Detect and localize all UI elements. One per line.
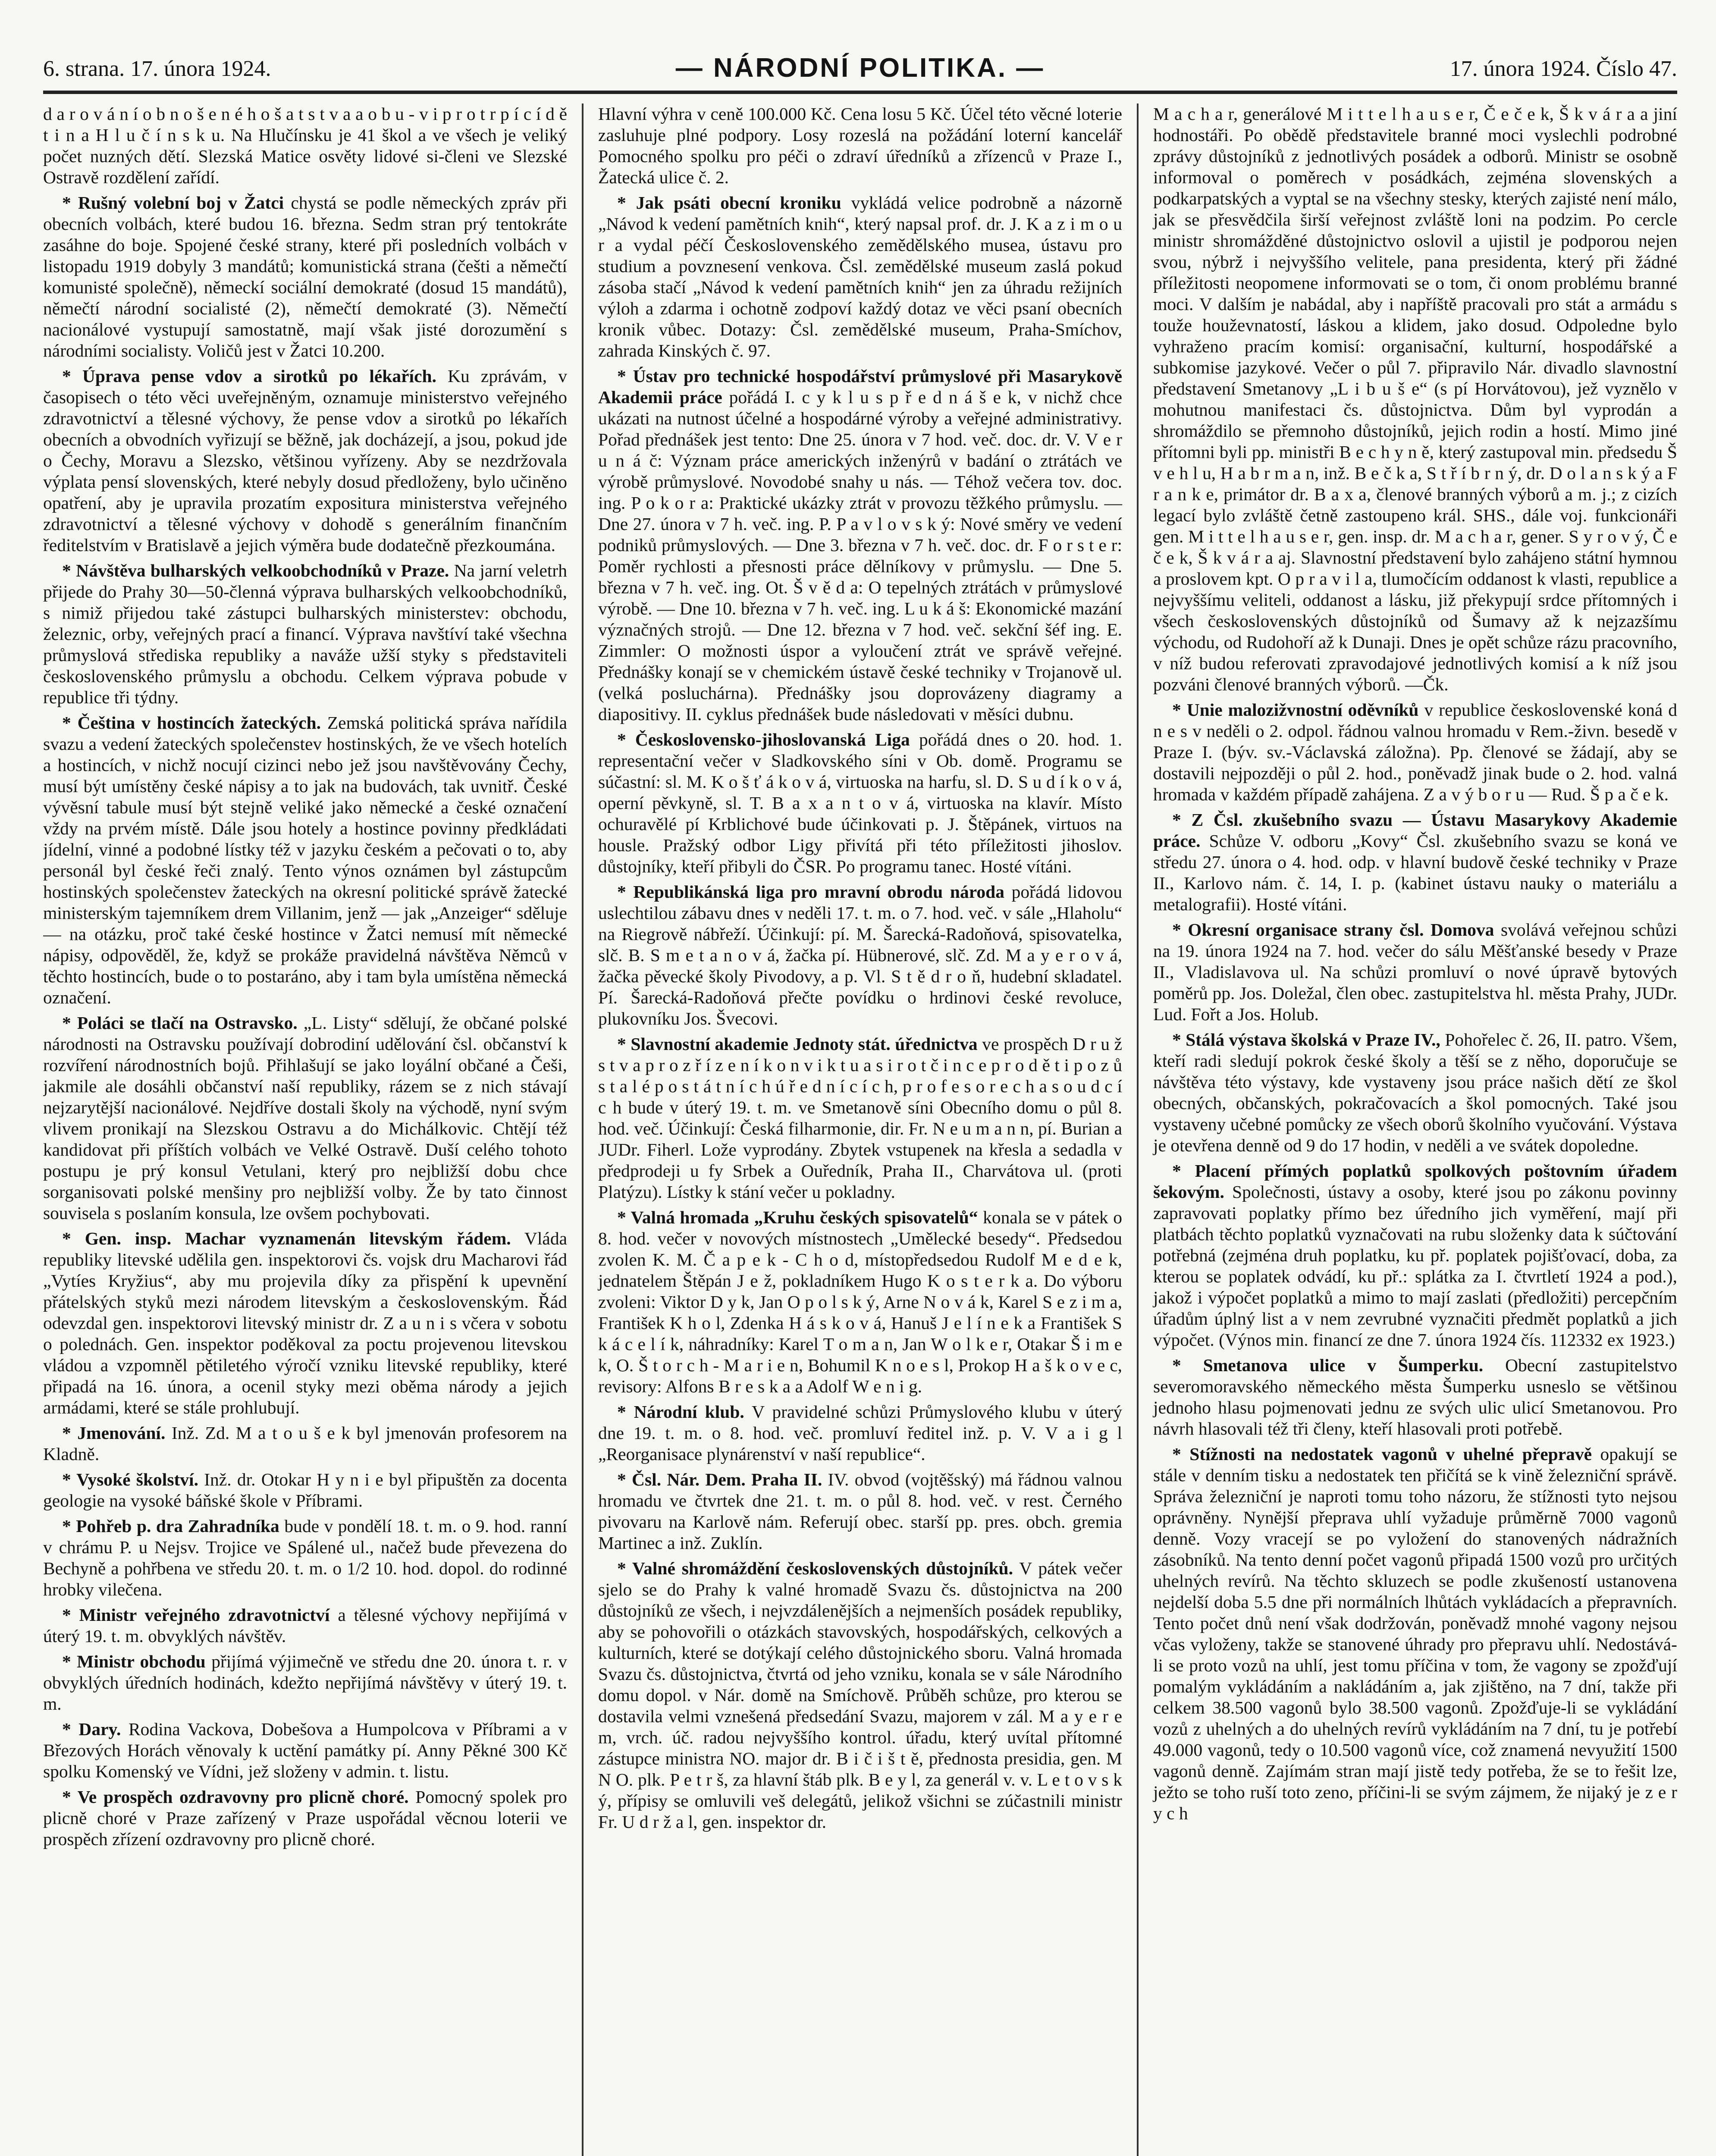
article-paragraph: [598, 366, 1122, 725]
article-paragraph: [43, 1423, 567, 1465]
article-paragraph: [43, 1786, 567, 1850]
article-paragraph: [598, 1034, 1122, 1203]
article-body: pořádá lidovou uslechtilou zábavu dnes v neděli 17. t. m. o 7. hod. več. v sále „Hlaholu“ na Riegrově nábřeží. Účinkují: pí. M. Šarecká-Radoňová, spisovatelka, slč. B. S m e t a n o v á, žačka pí. Hübnerové, slč. Zd. M a y e r o v á, žačka pěvecké školy Pivodovy, a p. Vl. S t ě d r o ň, hudební skladatel. Pí. Šarecká-Radoňová přečte povídku o hrdinovi české revoluce, plukovníku Jos. Švecovi.: [598, 882, 1123, 1028]
article-body: svolává veřejnou schůzi na 19. února 1924 na 7. hod. večer do sálu Měšťanské besedy v Praze II., Vladislavova ul. Na schůzi promluví o nové úpravě bytových poměrů pp. Jos. Doležal, člen obec. zastupitelstva hl. města Prahy, JUDr. Lud. Fořt a Jos. Holub.: [1153, 920, 1677, 1024]
article-heading: * Národní klub.: [617, 1402, 744, 1422]
article-body: Schůze V. odboru „Kovy“ Čsl. zkušebního svazu se koná ve středu 27. února o 4. hod. odp. v hlavní budově české techniky v Praze II., Karlovo nám. č. 14, I. p. (kabinet ústavu nauky o materiálu a metalografii). Hosté vítáni.: [1153, 831, 1677, 914]
article-paragraph: [43, 366, 567, 556]
article-paragraph: [1153, 1355, 1677, 1439]
article-paragraph: [43, 1228, 567, 1418]
article-heading: * Stálá výstava školská v Praze IV.,: [1172, 1030, 1440, 1050]
article-body: a tělesné výchovy nepřijímá v úterý 19. t. m. obvyklých návštěv.: [43, 1605, 568, 1646]
article-heading: * Rušný volební boj v Žatci: [62, 193, 284, 213]
article-paragraph: [598, 1558, 1122, 1833]
article-heading: * Vysoké školství.: [62, 1470, 198, 1489]
article-heading: * Ministr veřejného zdravotnictví: [62, 1605, 330, 1625]
article-body: Ku zprávám, v časopisech o této věci uveřejněným, oznamuje ministerstvo veřejného zdravotnictví a tělesné výchovy, že pense vdov a sirotků po lékařích obecních a obvodních vyřizují se běžně, jak docházejí, a jsou, pokud jde o Čechy, Moravu a Slezsko, většinou vyřízeny. Aby se nezdržovala výplata pensí slovenských, které nebyly dosud předloženy, bylo učiněno opatření, aby je upravila prozatím expositura ministerstva veřejného zdravotnictví a tělesné výchovy v dohodě s generálním finančním ředitelstvím v Bratislavě a jejich výměra bude dodatečně přezkoumána.: [43, 366, 567, 555]
article-heading: * Pohřeb p. dra Zahradníka: [62, 1516, 279, 1536]
article-paragraph: [598, 1401, 1122, 1465]
issue-date-number: 17. února 1924. Číslo 47.: [1449, 56, 1677, 81]
article-heading: * Jak psáti obecní kroniku: [617, 193, 841, 213]
article-heading: * Okresní organisace strany čsl. Domova: [1172, 920, 1494, 940]
article-heading: * Ministr obchodu: [62, 1651, 206, 1671]
article-heading: * Unie malozižvnostní oděvníků: [1172, 700, 1419, 720]
article-paragraph: [1153, 103, 1677, 695]
article-paragraph: [43, 1651, 567, 1714]
column-2: [584, 103, 1139, 2156]
article-body: Rodina Vackova, Dobešova a Humpolcova v Příbrami a v Březových Horách věnovaly k uctění památky pí. Anny Pěkné 300 Kč spolku Komenský ve Vídni, jež složeny v admin. t. listu.: [43, 1719, 567, 1781]
article-heading: * Placení přímých poplatků spolkových poštovním úřadem šekovým.: [1153, 1161, 1677, 1202]
article-body: chystá se podle německých zpráv při obecních volbách, které budou 16. března. Sedm stran prý tentokráte zasáhne do boje. Spojené české strany, které při posledních volbách v listopadu 1919 dobyly 3 mandátů; komunistická strana (češti a němečtí komunisté společně), německí sociální demokraté (dosud 15 mandátů), němečtí národní socialisté (2), němečtí demokraté (3). Němečtí nacionálové vystupují samostatně, mají však jisté dorozumění s národními socialisty. Voličů jest v Žatci 10.200.: [43, 193, 567, 360]
page-number-date: 6. strana. 17. února 1924.: [43, 56, 271, 81]
article-paragraph: [598, 1469, 1122, 1554]
article-body: Hlavní výhra v ceně 100.000 Kč. Cena losu 5 Kč. Účel této věcné loterie zasluhuje plné podpory. Losy rozeslá na požádání loterní kancelář Pomocného spolku pro péči o zdraví úředníků a zřízenců v Praze I., Žatecká ulice č. 2.: [598, 104, 1122, 187]
article-paragraph: [43, 192, 567, 361]
newspaper-title: — NÁRODNÍ POLITIKA. —: [675, 53, 1045, 83]
article-heading: * Valné shromáždění československých důstojníků.: [617, 1558, 1013, 1578]
article-heading: * Republikánská liga pro mravní obrodu národa: [617, 882, 1004, 902]
article-paragraph: [43, 1012, 567, 1224]
article-heading: * Z Čsl. zkušebního svazu — Ústavu Masarykovy Akademie práce.: [1153, 810, 1677, 851]
article-paragraph: [598, 729, 1122, 877]
article-paragraph: [1153, 1444, 1677, 1824]
article-paragraph: [43, 1469, 567, 1511]
article-body: V pravidelné schůzi Průmyslového klubu v úterý dne 19. t. m. o 8. hod. več. promluví ředitel inž. p. V. V a i g l „Reorganisace plynárenství v naší republice“.: [598, 1402, 1122, 1464]
article-paragraph: [1153, 809, 1677, 915]
article-columns: [43, 103, 1677, 2156]
article-heading: * Slavnostní akademie Jednoty stát. úřednictva: [617, 1034, 978, 1054]
article-body: M a c h a r, generálové M i t t e l h a u s e r, Č e č e k, Š k v á r a a jiní hodnostáři. Po obědě představitele branné moci vyslechli podrobné zprávy důstojníků z jednotlivých posádek a odborů. Ministr se osobně informoval o poměrech v posádkách, zejména slovenských a podkarpatských a vyptal se na všechny stesky, kterých zajisté není málo, jak se přesvědčila širší veřejnost zvláště loni na podzim. Po cercle ministr shromážděné důstojnictvo oslovil a ujistil je podporou nejen svou, nýbrž i nejvyššího velitele, pana presidenta, který při žádné příležitosti neopomene informovati se o tom, či onom problému branné moci. V dalším je nabádal, aby i napříště pracovali pro stát a armádu s touže houževnatostí, láskou a klidem, jako dosud. Odpoledne bylo vyhraženo pracím komisí: organisační, kulturní, hospodářské a subkomise jazykové. Večer o půl 7. připravilo Nár. divadlo slavnostní představení Smetanovy „L i b u š e“ (s pí Horvátovou), jež vyznělo v mohutnou manifestaci čs. důstojnictva. Dům byl vyprodán a shromáždilo se přemnoho důstojníků, jejich rodin a hostí. Mimo jiné přítomni byli pp. ministři B e c h y n ě, který zastupoval min. předsedu Š v e h l u, H a b r m a n, inž. B e č k a, S t ř í b r n ý, dr. D o l a n s k ý a F r a n k e, primátor dr. B a x a, členové branných výborů a m. j.; z cizích legací bylo zvláště četně zastoupeno král. SHS., dále voj. funkcionáři gen. M i t t e l h a u s e r, gen. insp. dr. M a c h a r, gener. S y r o v ý, Č e č e k, Š k v á r a aj. Slavnostní představení bylo zahájeno státní hymnou a proslovem kpt. O p r a v i l a, tlumočícím oddanost k vlasti, republice a nejvyššímu veliteli, oddanost a lásku, již překypují srdce přítomných i všech československých důstojníků od Šumavy až k nejzazšímu východu, od Rudohoří až k Dunaji. Dnes je opět schůze rázu pracovního, v níž budou referovati zpravodajové jednotlivých komisí a k níž jsou pozváni členové branných výborů. —Čk.: [1153, 104, 1677, 694]
article-body: přijímá výjimečně ve středu dne 20. února t. r. v obvyklých úředních hodinách, kdežto nepřijímá návštěvy v úterý 19. t. m.: [43, 1651, 567, 1714]
article-paragraph: [1153, 919, 1677, 1025]
article-body: konala se v pátek o 8. hod. večer v novových místnostech „Umělecké besedy“. Předsedou zvolen K. M. Č a p e k - C h o d, místopředsedou Rudolf M e d e k, jednatelem Štěpán J e ž, pokladníkem Hugo K o s t e r k a. Do výboru zvoleni: Viktor D y k, Jan O p o l s k ý, Arne N o v á k, Karel S e z i m a, František K h o l, Zdenka H á s k o v á, Hanuš J e l í n e k a František S k á c e l í k, náhradníky: Karel T o m a n, Jan W o l k e r, Otakar Š i m e k, O. Š t o r c h - M a r i e n, Bohumil K n o e s l, Prokop H a š k o v e c, revisory: Alfons B r e s k a a Adolf W e n i g.: [598, 1207, 1122, 1396]
article-body: bude v pondělí 18. t. m. o 9. hod. ranní v chrámu P. u Nejsv. Trojice ve Spálené ul., načež bude převezena do Bechyně a pohřbena ve středu 20. t. m. o 1/2 10. hod. dopol. do rodinné hrobky vilečena.: [43, 1516, 567, 1599]
article-body: Zemská politická správa nařídila svazu a vedení žateckých společenstev hostinských, že ve všech hotelích a hostincích, v nichž nocují cizinci nebo jež jsou navštěvovány Čechy, musí být umístěny české nápisy a to jak na budovách, tak uvnitř. České vývěsní tabule musí být stejně veliké jako německé a české označení vždy na prvém místě. Dále jsou hotely a hostince povinny předkládati jídelní, vinné a podobné lístky též v jazyku českém a pečovati o to, aby personál byl české řeči znalý. Tento výnos oznámen byl zástupcům hostinských společenstev žateckých na okresní politické správě žatecké ministerským tajemníkem drem Villanim, jenž — jak „Anzeiger“ sděluje — na otázku, proč také české hostince v Žatci nemusí mít německé nápisy, odpověděl, že, když se prokáže pravidelná návštěva Němců v těchto hostincích, bude o to postaráno, aby i tam byla umístěna německá označení.: [43, 713, 567, 1007]
article-heading: * Gen. insp. Machar vyznamenán litevským řádem.: [62, 1228, 511, 1248]
article-body: pořádá I. c y k l u s p ř e d n á š e k, v nichž chce ukázati na nutnost účelné a hospodárné výroby a veřejné administrativy. Pořad přednášek jest tento: Dne 25. února v 7 hod. več. doc. dr. V. V e r u n á č: Význam práce amerických inženýrů v badání o ztrátách ve výrobě průmyslové. Novodobé snahy u nás. — Téhož večera tov. doc. ing. P o k o r a: Praktické ukázky ztrát v provozu těžkého průmyslu. — Dne 27. února v 7 h. več. ing. P. P a v l o v s k ý: Nové směry ve vedení podniků průmyslových. — Dne 3. března v 7 h. več. doc. dr. F o r s t e r: Poměr rychlosti a přesnosti práce dělníkovy v průmyslu. — Dne 5. března v 7 h. več. ing. Ot. Š v ě d a: O tepelných ztrátách v průmyslové výrobě. — Dne 10. března v 7 h. več. ing. L u k á š: Ekonomické mazání význačných strojů. — Dne 12. března v 7 hod. več. sekční šéf ing. E. Zimmler: O možnosti úspor a vyloučení ztrát ve správě veřejné. Přednášky konají se v chemickém ústavě české techniky v Trojanově ul. (velká posluchárna). Přednášky jsou doprovázeny diagramy a diapositivy. II. cyklus přednášek bude následovati v měsíci dubnu.: [598, 387, 1122, 724]
article-paragraph: [598, 192, 1122, 361]
article-body: Vláda republiky litevské udělila gen. inspektorovi čs. vojsk dru Macharovi řád „Vytíes Kryžius“, aby mu projevila díky za přispění k upevnění přátelských styků mezi národem litevským a československým. Řád odevzdal gen. inspektorovi litevský ministr dr. Z a u n i s včera v sobotu o polednách. Gen. inspektor poděkoval za poctu projevenou litevskou vládou a vzpomněl pětiletého výročí vzniku litevské republiky, které připadá na 16. února, a ocenil styky mezi oběma národy a jejich armádami, které se stále prohlubují.: [43, 1228, 567, 1417]
article-paragraph: [598, 881, 1122, 1029]
article-body: Obecní zastupitelstvo severomoravského německého města Šumperku usneslo se většinou jednoho hlasu pojmenovati jednu ze svých ulic ulicí Smetanovou. Pro návrh hlasovali též tři členy, kteří hlasovali proti potřebě.: [1153, 1355, 1677, 1438]
article-heading: * Návštěva bulharských velkoobchodníků v Praze.: [62, 561, 449, 580]
article-paragraph: [1153, 699, 1677, 805]
article-body: Pomocný spolek pro plicně choré v Praze zařízený v Praze uspořádal věcnou loterii ve prospěch zřízení ozdravovny pro plicně choré.: [43, 1787, 568, 1849]
article-paragraph: [43, 1719, 567, 1782]
article-paragraph: [1153, 1029, 1677, 1156]
article-heading: * Ústav pro technické hospodářství průmyslové při Masarykově Akademii práce: [598, 366, 1122, 407]
article-body: vykládá velice podrobně a názorně „Návod k vedení pamětních knih“, který napsal prof. dr. J. K a z i m o u r a vydal péčí Československého zemědělského musea, ústavu pro studium a povznesení venkova. Čsl. zemědělské museum zaslá pokud zásoba stačí „Návod k vedení pamětních knih“ jen za úhradu režijních výloh a zdarma i ochotně zodpoví každý dotaz ve věci psaní obecních kronik vůbec. Dotazy: Čsl. zemědělské museum, Praha-Smíchov, zahrada Kinských č. 97.: [598, 193, 1122, 360]
article-heading: * Čsl. Nár. Dem. Praha II.: [617, 1470, 822, 1489]
article-paragraph: [43, 712, 567, 1008]
article-heading: * Československo-jihoslovanská Liga: [617, 730, 910, 749]
article-body: Inž. dr. Otokar H y n i e byl připuštěn za docenta geologie na vysoké báňské škole v Příbrami.: [43, 1470, 567, 1510]
article-body: Na jarní veletrh přijede do Prahy 30—50-členná výprava bulharských velkoobchodníků, s nimiž přijedou také zástupci bulharských ministerstev: obchodu, železnic, orby, veřejných prací a financí. Výprava navštíví také všechna průmyslová střediska republiky a naváže užší styky s představiteli československého průmyslu a obchodu. Celkem výprava pobude v republice tři týdny.: [43, 561, 567, 707]
article-paragraph: [598, 1207, 1122, 1397]
article-heading: * Úprava pense vdov a sirotků po lékařích.: [62, 366, 436, 386]
article-paragraph: [598, 103, 1122, 188]
article-body: opakují se stále v denním tisku a nedostatek ten přičítá se k vině železniční správě. Správa železniční je naproti tomu toho názoru, že stížnosti tyto nejsou oprávněny. Nynější přeprava uhlí vyžaduje průměrně 7000 vagonů denně. Vozy vracejí se po vyložení do stanovených nádražních zásobníků. Na tento denní počet vagonů připadá 1500 vozů pro určitých uhelných revírů. Na těchto skluzech se podle zkušeností ustanovena nejdelší doba 5.5 dne při normálních lhůtách vykládacích a přepravních. Tento počet dnů není však dodržován, poněvadž mnohé vagony nejsou včas vyloženy, takže se stanovené úhrady pro přepravu uhlí. Nedostává-li se proto vozů na uhlí, jest tomu příčina v tom, že vagony se zpožďují pomalým vykládáním a nakládáním a, jak zjištěno, na 7 dní, takže při celkem 38.500 vagonů bylo 38.500 vagonů. Zpožďuje-li se vykládání vozů z uhelných a do uhelných revírů vykládáním na 7 dní, tu je potřebí 49.000 vagonů, tedy o 10.500 vagonů více, což znamená nevyužití 1500 vagonů denně. Zajímám stran mají jistě tedy potřeba, že se to řešit lze, ježto se toho ruší toto zeno, příčini-li se svým zájmem, že nijaký je z e r y c h: [1153, 1444, 1677, 1823]
article-heading: * Dary.: [62, 1719, 121, 1739]
article-paragraph: [43, 103, 567, 188]
article-heading: * Smetanova ulice v Šumperku.: [1172, 1355, 1484, 1375]
article-body: Pohořelec č. 26, II. patro. Všem, kteří radi sledují pokrok české školy a těší se z něho, doporučuje se návštěva této výstavy, kde vystaveny jsou práce našich dětí ze škol obecných, občanských, pokračovacích a škol pomocných. Také jsou vystaveny učebné pomůcky ze všech oborů školního vyučování. Výstava je otevřena denně od 9 do 17 hodin, v neděli a ve svátek dopoledne.: [1153, 1030, 1677, 1155]
article-heading: * Poláci se tlačí na Ostravsko.: [62, 1013, 298, 1033]
article-heading: * Valná hromada „Kruhu českých spisovatelů“: [617, 1207, 978, 1227]
column-3: [1139, 103, 1677, 2156]
article-paragraph: [43, 560, 567, 708]
article-paragraph: [1153, 1160, 1677, 1351]
article-paragraph: [43, 1516, 567, 1600]
article-body: Společnosti, ústavy a osoby, které jsou po zákonu povinny zapravovati poplatky přímo bez úředního jich vyměření, mají při platbách těchto poplatků vyznačovati na rubu složenky data k súčtování potřebná (zejména druh poplatku, ku př. poplatek pojišťovací, doba, za kterou se poplatek odvádí, ku př.: splátka za I. čtvrtletí 1924 a pod.), jakož i výpočet poplatků a mimo to mají zaslati (předložiti) percepčním úřadům úplný list a v nem zevrubné vyznačiti předmět poplatků a jich výpočet. (Výnos min. financí ze dne 7. února 1924 čís. 112332 ex 1923.): [1153, 1182, 1677, 1350]
article-body: v republice československé koná d n e s v neděli o 2. odpol. řádnou valnou hromadu v Rem.-živn. besedě v Praze I. (býv. sv.-Václavská záložna). Pp. členové se žádají, aby se dostavili nejpozději o půl 2. hod., poněvadž jinak bude o 2. hod. valná hromada v každém případě zahájena. Z a v ý b o r u — Rud. Š p a č e k.: [1153, 700, 1677, 804]
article-body: pořádá dnes o 20. hod. 1. representační večer v Sladkovského síni v Ob. domě. Programu se súčastní: sl. M. K o š ť á k o v á, virtuoska na harfu, sl. D. S u d í k o v á, operní pěvkyně, sl. T. B a x a n t o v á, virtuoska na klavír. Místo ochuravělé pí Krblichové bude účinkovati p. J. Štěpánek, virtuos na housle. Pražský odbor Ligy přivítá při této příležitosti jihoslov. důstojníky, kteří přibyli do ČSR. Po programu tanec. Hosté vítáni.: [598, 730, 1123, 876]
article-body: V pátek večer sjelo se do Prahy k valné hromadě Svazu čs. důstojnictva na 200 důstojníků ze všech, i nejvzdálenějších a nejmenších posádek republiky, aby se pohovořili o otázkách stavovských, hospodářských, celkových a kulturních, které se dotýkají celého důstojnického sboru. Valná hromada Svazu čs. důstojnictva, čtvrtá od jeho vzniku, konala se v sále Národního domu dopol. v Nár. domě na Smíchově. Průběh schůze, pro kterou se dostavila velmi vznešená předsedání Svazu, majorem v zál. M a y e r e m, vrch. úč. radou nejvyššího kontrol. úřadu, který uvítal přítomné zástupce ministra NO. major dr. B i č i š t ě, přednosta presidia, gen. M N O. plk. P e t r š, za hlavní štáb plk. B e y l, za generál v. v. L e t o v s k ý, přípisy se omluvili veš delegátů, jelikož všichni se zúčastnili ministr Fr. U d r ž a l, gen. inspektor dr.: [598, 1558, 1122, 1832]
article-body: ve prospěch D r u ž s t v a p r o z ř í z e n í k o n v i k t u a s i r o t č i n c e p r o d ě t i p o z ů s t a l é p o s t á t n í c h ú ř e d n í c í c h, p r o f e s o r e c h a s o u d c í c h bude v úterý 19. t. m. ve Smetanově síni Obecního domu o půl 8. hod. več. Účinkují: Česká filharmonie, dir. Fr. N e u m a n n, pí. Burian a JUDr. Fiherl. Lože vyprodány. Zbytek vstupenek na křesla a sedadla v předprodeji u fy Srbek a Ouředník, Praha II., Charvátova ul. (proti Platýzu). Lístky k stání večer u pokladny.: [598, 1034, 1122, 1202]
article-heading: * Ve prospěch ozdravovny pro plicně choré.: [62, 1787, 409, 1807]
article-heading: * Stížnosti na nedostatek vagonů v uhelné přepravě: [1172, 1444, 1592, 1464]
column-1: [43, 103, 584, 2156]
masthead: [43, 43, 1677, 94]
article-body: IV. obvod (vojtěšský) má řádnou valnou hromadu ve čtvrtek dne 21. t. m. o půl 8. hod. več. v rest. Černého pivovaru na Karlově nám. Referují obec. starší pp. pres. obch. gremia Martinec a inž. Zuklín.: [598, 1470, 1123, 1553]
article-heading: * Jmenování.: [62, 1423, 166, 1443]
article-body: Inž. Zd. M a t o u š e k byl jmenován profesorem na Kladně.: [43, 1423, 567, 1464]
article-heading: * Čeština v hostincích žateckých.: [62, 713, 321, 733]
article-paragraph: [43, 1604, 567, 1647]
article-body: d a r o v á n í o b n o š e n é h o š a t s t v a a o b u - v i p r o t r p í c í d ě t i n a H l u č í n s k u. Na Hlučínsku je 41 škol a ve všech je veliký počet nuzných dětí. Slezská Matice osvěty lidové si-členi ve Slezské Ostravě rozdělení zařídí.: [43, 104, 567, 187]
article-body: „L. Listy“ sdělují, že občané polské národnosti na Ostravsku používají dobrodiní udělování čsl. občanství k rozvíření národnostních bojů. Přihlašují se jako loyální občané a Češi, jakmile ale dosáhli občanství naší republiky, rázem se z nich stávají nejzarytější nacionálové. Nejdříve dostali školy na východě, nyní svým vlivem pronikají na Slezskou Ostravu a do Michálkovic. Chtějí též kandidovat při příštích volbách ve Velké Ostravě. Duší celého tohoto postupu je prý konsul Vetulani, který pro nejbližší dobu chce sorganisovati polské menšiny pro nejbližší volby. Že by tato činnost souvisela s poslaním konsula, lze ovšem pochybovati.: [43, 1013, 568, 1223]
